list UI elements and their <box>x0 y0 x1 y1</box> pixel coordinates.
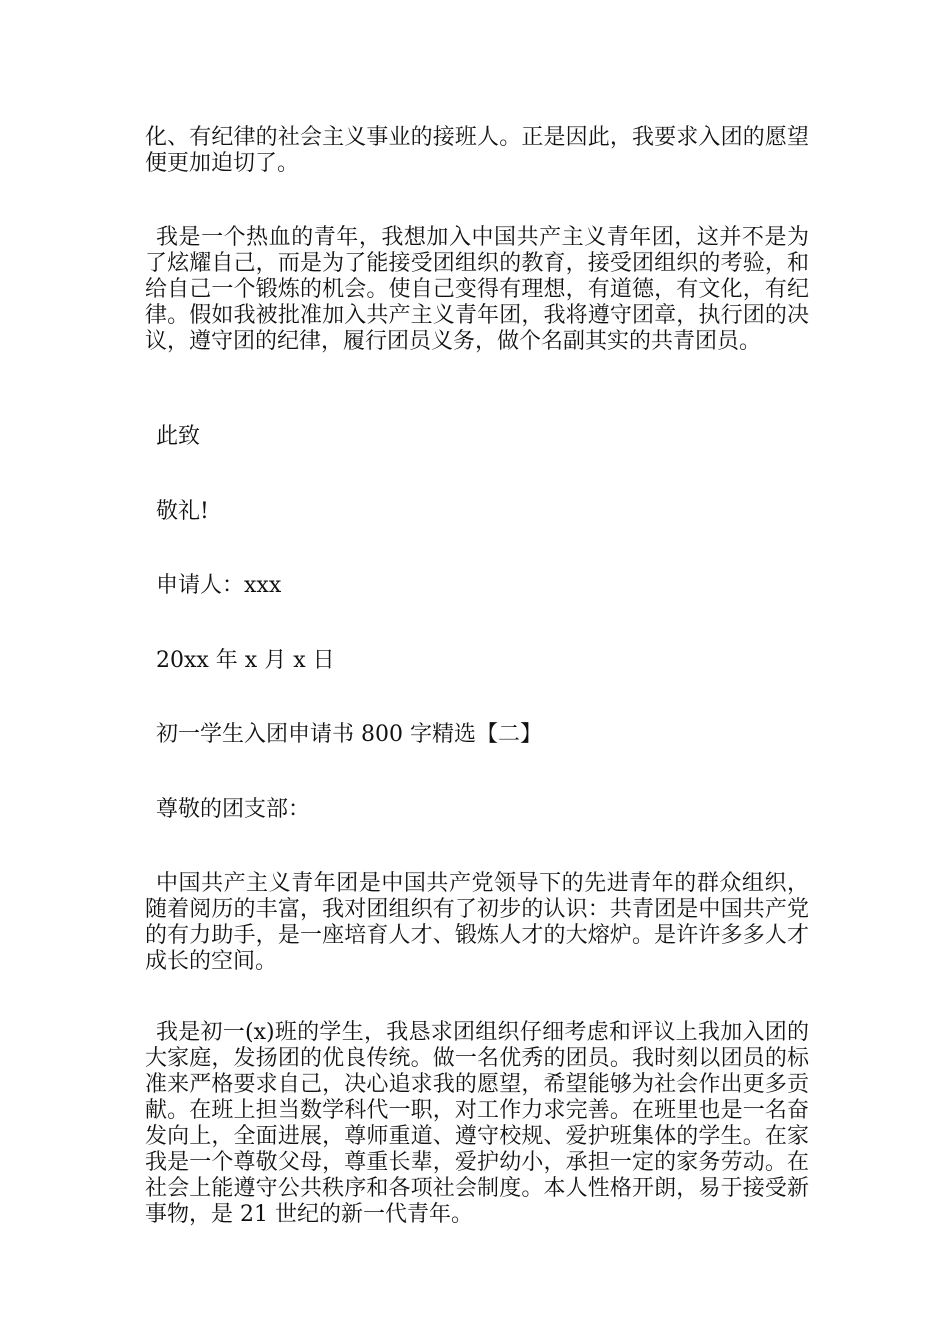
closing-line-1: 此致 <box>156 424 201 449</box>
section-title: 初一学生入团申请书 800 字精选【二】 <box>156 722 542 747</box>
paragraph-self-description: 我是初一(x)班的学生，我恳求团组织仔细考虑和评议上我加入团的大家庭，发扬团的优良传统。做一名优秀的团员。我时刻以团员的标准来严格要求自己，决心追求我的愿望，希望能够为社会作出更多贡献。在班上担当数学科代一职，对工作力求完善。在班里也是一名奋发向上，全面进展，尊师重道、遵守校规、爱护班集体的学生。在家我是一个尊敬父母，尊重长辈，爱护幼小，承担一定的家务劳动。在社会上能遵守公共秩序和各项社会制度。本人性格开朗，易于接受新事物，是 21 世纪的新一代青年。 <box>145 1020 809 1227</box>
salutation-line: 尊敬的团支部： <box>156 797 311 822</box>
paragraph-continuation: 化、有纪律的社会主义事业的接班人。正是因此，我要求入团的愿望便更加迫切了。 <box>145 125 809 176</box>
paragraph-motivation: 我是一个热血的青年，我想加入中国共产主义青年团，这并不是为了炫耀自己，而是为了能接受团组织的教育，接受团组织的考验，和给自己一个锻炼的机会。使自己变得有理想，有道德，有文化，有纪律。假如我被批准加入共产主义青年团，我将遵守团章，执行团的决议，遵守团的纪律，履行团员义务，做个名副其实的共青团员。 <box>145 225 809 354</box>
applicant-line: 申请人：xxx <box>156 573 282 598</box>
date-line: 20xx 年 x 月 x 日 <box>156 648 335 673</box>
closing-line-2: 敬礼! <box>156 499 209 524</box>
paragraph-introduction: 中国共产主义青年团是中国共产党领导下的先进青年的群众组织，随着阅历的丰富，我对团组织有了初步的认识：共青团是中国共产党的有力助手，是一座培育人才、锻炼人才的大熔炉。是许许多多人才成长的空间。 <box>145 871 809 974</box>
